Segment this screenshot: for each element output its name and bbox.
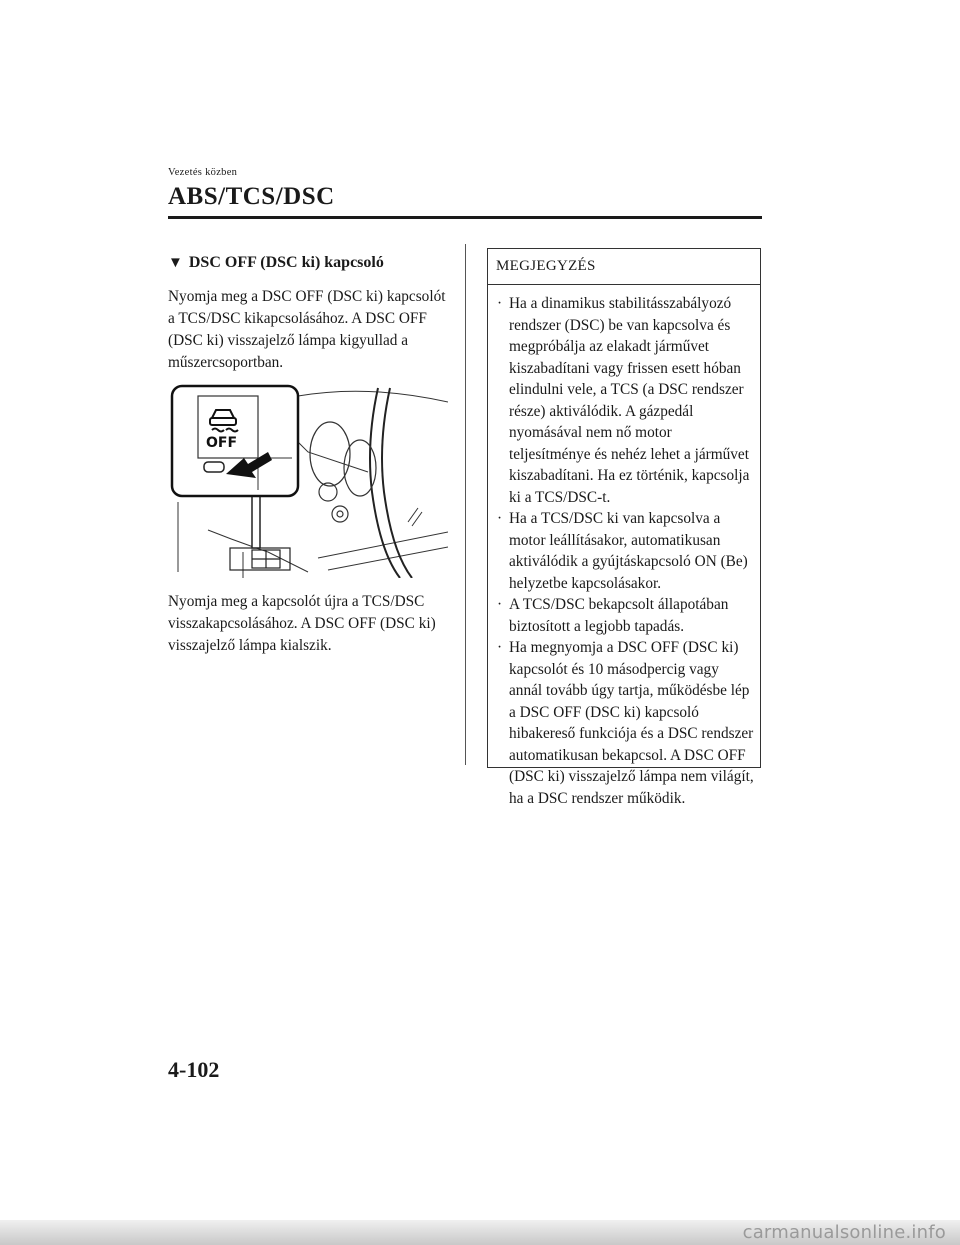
note-item-text: Ha a dinamikus stabilitásszabályozó rendszer (DSC) be van kapcsolva és megpróbálja az elakadt járművet kiszabadítani vagy frissen esett hóban elindulni vele, a TCS (a DSC rendszer része) aktiválódik. A gázpedál nyomásával nem nő motor teljesítménye és nehéz lehet a járművet kiszabadítani. Ha ez történik, kapcsolja ki a TCS/DSC-t. xyxy=(509,295,750,506)
note-item xyxy=(496,293,754,508)
bullet-dot-icon: · xyxy=(497,510,503,527)
footer-site-link[interactable]: carmanualsonline.info xyxy=(742,1222,946,1243)
note-item xyxy=(496,508,754,594)
page-number: 4-102 xyxy=(168,1057,220,1082)
title-rule xyxy=(168,216,762,219)
steering-wheel xyxy=(370,388,412,578)
section-title: ABS/TCS/DSC xyxy=(168,183,335,210)
bullet-dot-icon: · xyxy=(497,295,503,312)
instrument-cluster xyxy=(310,422,376,501)
subheading-text: DSC OFF (DSC ki) kapcsoló xyxy=(188,254,384,271)
note-item xyxy=(496,594,754,637)
note-item xyxy=(496,637,754,809)
off-label: OFF xyxy=(206,435,238,451)
bullet-dot-icon: · xyxy=(497,596,503,613)
paragraph-1: Nyomja meg a DSC OFF (DSC ki) kapcsolót a TCS/DSC kikapcsolásához. A DSC OFF (DSC ki) visszajelző lámpa kigyullad a műszercsoportban. xyxy=(168,288,446,371)
left-column xyxy=(168,254,450,657)
running-head: Vezetés közben xyxy=(168,167,238,178)
note-list xyxy=(488,285,760,809)
note-item-text: Ha a TCS/DSC ki van kapcsolva a motor leállításakor, automatikusan aktiválódik a gyújtáskapcsoló ON (Be) helyzetbe kapcsolásakor. xyxy=(509,510,748,592)
note-item-text: A TCS/DSC bekapcsolt állapotában biztosított a legjobb tapadás. xyxy=(509,596,729,635)
dsc-switch-illustration xyxy=(168,382,448,578)
note-item-text: Ha megnyomja a DSC OFF (DSC ki) kapcsolót és 10 másodpercig vagy annál tovább úgy tartja, működésbe lép a DSC OFF (DSC ki) kapcsoló hibakereső funkciója és a DSC rendszer automatikusan bekapcsol. A DSC OFF (DSC ki) visszajelző lámpa nem világít, ha a DSC rendszer működik. xyxy=(509,639,754,807)
note-box xyxy=(487,248,761,807)
switch-callout xyxy=(172,386,298,548)
column-divider xyxy=(465,244,466,765)
ignition-switch xyxy=(332,506,348,522)
triangle-bullet-icon: ▼ xyxy=(168,254,183,271)
subheading xyxy=(168,254,450,272)
paragraph-2: Nyomja meg a kapcsolót újra a TCS/DSC visszakapcsolásához. A DSC OFF (DSC ki) visszajelző lámpa kialszik. xyxy=(168,593,436,654)
note-heading: MEGJEGYZÉS xyxy=(488,249,760,285)
bullet-dot-icon: · xyxy=(497,639,503,656)
